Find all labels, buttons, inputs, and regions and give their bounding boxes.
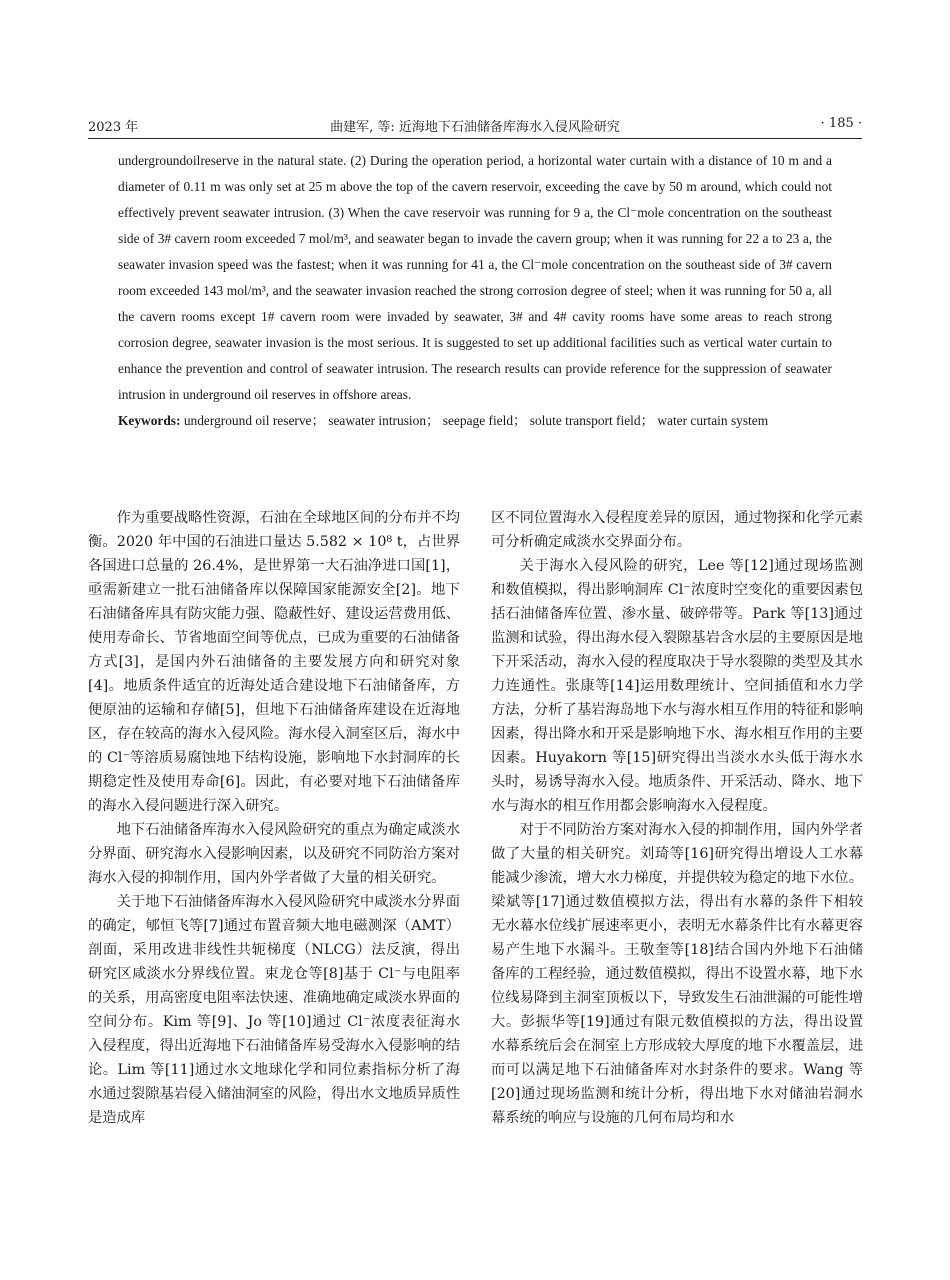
paragraph: 对于不同防治方案对海水入侵的抑制作用，国内外学者做了大量的相关研究。刘琦等[16]研究得出增设人工水幕能减少渗流，增大水力梯度，并提供较为稳定的地下水位。梁斌等[17]通过数值模拟方法，得出有水幕的条件下相较无水幕水位线扩展速率更小，表明无水幕条件比有水幕更容易产生地下水漏斗。王敬奎等[18]结合国内外地下石油储备库的工程经验，通过数值模拟，得出不设置水幕，地下水位线易降到主洞室顶板以下，导致发生石油泄漏的可能性增大。彭振华等[19]通过有限元数值模拟的方法，得出设置水幕系统后会在洞室上方形成较大厚度的地下水覆盖层，进而可以满足地下石油储备库对水封条件的要求。Wang 等[20]通过现场监测和统计分析，得出地下水对储油岩洞水幕系统的响应与设施的几何布局均和水 [491,822,863,1126]
paragraph: 地下石油储备库海水入侵风险研究的重点为确定咸淡水分界面、研究海水入侵影响因素，以及研究不同防治方案对海水入侵的抑制作用，国内外学者做了大量的相关研究。 [88,822,460,886]
keywords-label: Keywords: [118,413,181,428]
right-column [491,506,863,1130]
paragraph: 关于海水入侵风险的研究，Lee 等[12]通过现场监测和数值模拟，得出影响洞库 Cl⁻浓度时空变化的重要因素包括石油储备库位置、渗水量、破碎带等。Park 等[13]通过监测和试验，得出海水侵入裂隙基岩含水层的主要原因是地下开采活动，海水入侵的程度取决于导水裂隙的类型及其水力连通性。张康等[14]运用数理统计、空间插值和水力学方法，分析了基岩海岛地下水与海水相互作用的特征和影响因素，得出降水和开采是影响地下水、海水相互作用的主要因素。Huyakorn 等[15]研究得出当淡水水头低于海水水头时，易诱导海水入侵。地质条件、开采活动、降水、地下水与海水的相互作用都会影响海水入侵程度。 [491,558,863,814]
paragraph: 关于地下石油储备库海水入侵风险研究中咸淡水分界面的确定，郇恒飞等[7]通过布置音频大地电磁测深（AMT）剖面，采用改进非线性共轭梯度（NLCG）法反演，得出研究区咸淡水分界线位置。束龙仓等[8]基于 Cl⁻与电阻率的关系，用高密度电阻率法快速、准确地确定咸淡水界面的空间分布。Kim 等[9]、Jo 等[10]通过 Cl⁻浓度表征海水入侵程度，得出近海地下石油储备库易受海水入侵影响的结论。Lim 等[11]通过水文地球化学和同位素指标分析了海水通过裂隙基岩侵入储油洞室的风险，得出水文地质异质性是造成库 [88,894,460,1126]
keywords-list: underground oil reserve； seawater intrusion； seepage field； solute transport field； water curtain system [180,413,769,428]
left-column [88,506,460,1130]
page-number: · 185 · [820,116,862,131]
running-header [88,116,862,139]
english-abstract [118,148,832,434]
header-title: 曲建军, 等: 近海地下石油储备库海水入侵风险研究 [330,120,620,135]
abstract-body: undergroundoilreserve in the natural state. (2) During the operation period, a horizontal water curtain with a distance of 10 m and a diameter of 0.11 m was only set at 25 m above the top of the cavern reservoir, exceeding the cave by 50 m around, which could not effectively prevent seawater intrusion. (3) When the cave reservoir was running for 9 a, the Cl⁻mole concentration on the southeast side of 3# cavern room exceeded 7 mol/m³, and seawater began to invade the cavern group; when it was running for 22 a to 23 a, the seawater invasion speed was the fastest; when it was running for 41 a, the Cl⁻mole concentration on the southeast side of 3# cavern room exceeded 143 mol/m³, and the seawater invasion reached the strong corrosion degree of steel; when it was running for 50 a, all the cavern rooms except 1# cavern room were invaded by seawater, 3# and 4# cavity rooms have some areas to reach strong corrosion degree, seawater invasion is the most serious. It is suggested to set up additional facilities such as vertical water curtain to enhance the prevention and control of seawater intrusion. The research results can provide reference for the suppression of seawater intrusion in underground oil reserves in offshore areas. [118,153,832,402]
header-year: 2023 年 [88,120,139,135]
paragraph: 作为重要战略性资源，石油在全球地区间的分布并不均衡。2020 年中国的石油进口量达 5.582 × 10⁸ t，占世界各国进口总量的 26.4%，是世界第一大石油净进口国[1]，亟需新建立一批石油储备库以保障国家能源安全[2]。地下石油储备库具有防灾能力强、隐蔽性好、建设运营费用低、使用寿命长、节省地面空间等优点，已成为重要的石油储备方式[3]，是国内外石油储备的主要发展方向和研究对象[4]。地质条件适宜的近海处适合建设地下石油储备库，方便原油的运输和存储[5]，但地下石油储备库建设在近海地区，存在较高的海水入侵风险。海水侵入洞室区后，海水中的 Cl⁻等溶质易腐蚀地下结构设施，影响地下水封洞库的长期稳定性及使用寿命[6]。因此，有必要对地下石油储备库的海水入侵问题进行深入研究。 [88,510,460,814]
paragraph: 区不同位置海水入侵程度差异的原因，通过物探和化学元素可分析确定咸淡水交界面分布。 [491,510,863,550]
keywords [118,408,832,434]
